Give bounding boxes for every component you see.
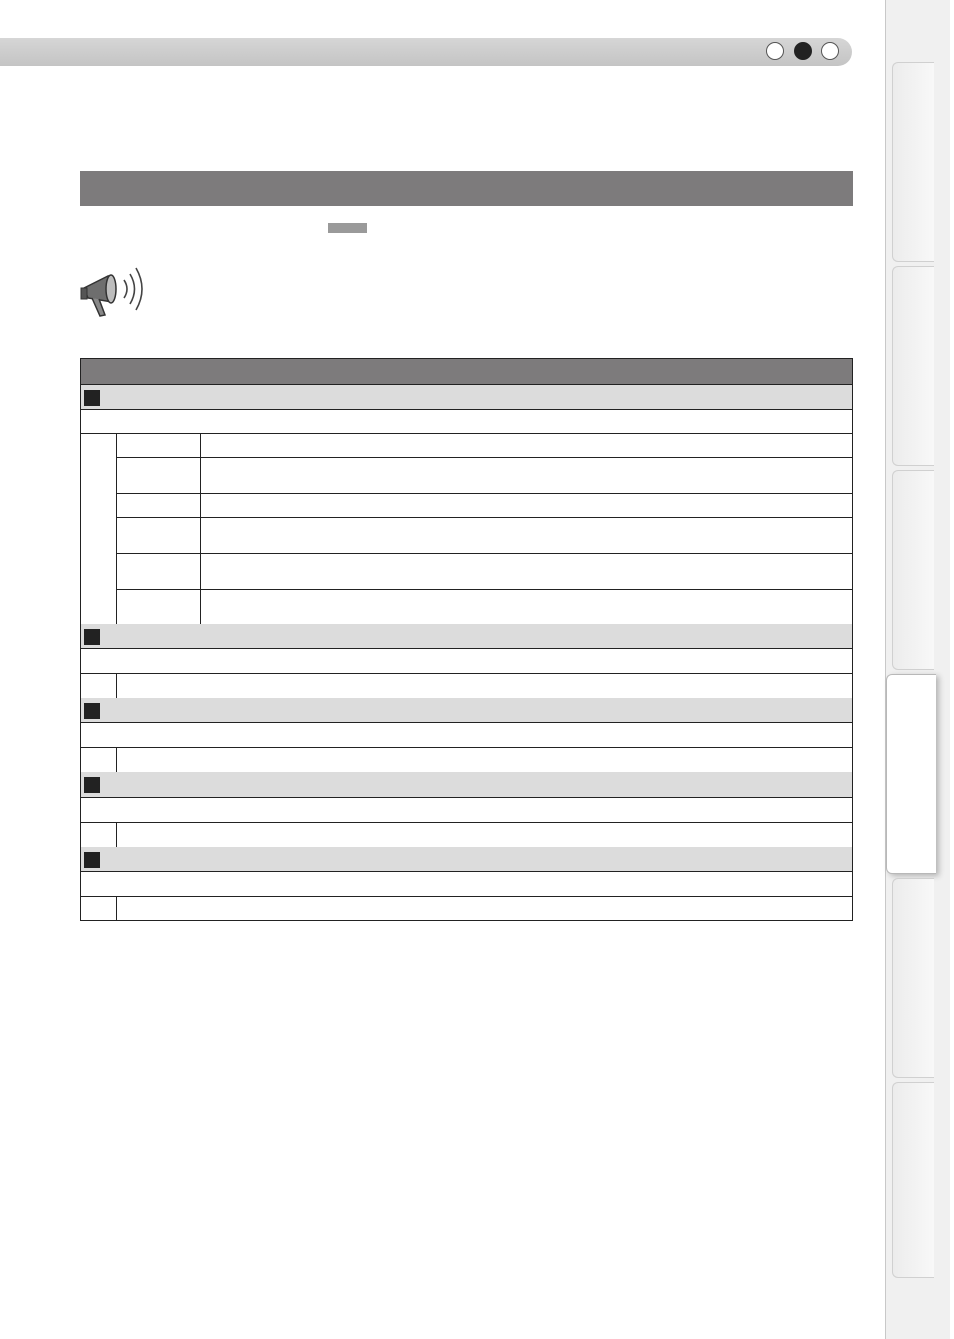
megaphone-icon	[78, 262, 148, 322]
settings-table	[80, 358, 853, 921]
section-title-bar	[80, 171, 853, 206]
table-header	[81, 359, 852, 385]
chapter-tab-6[interactable]	[892, 1082, 934, 1278]
chapter-tab-1[interactable]	[892, 62, 934, 262]
table-section-2	[81, 624, 852, 649]
section-marker	[84, 703, 100, 719]
chapter-tab-3[interactable]	[892, 470, 934, 670]
table-section-3	[81, 698, 852, 723]
chapter-tab-5[interactable]	[892, 878, 934, 1078]
chapter-sidebar	[885, 0, 950, 1339]
chapter-tab-4-active[interactable]	[886, 674, 936, 874]
section-marker	[84, 390, 100, 406]
section-marker	[84, 777, 100, 793]
table-section-4	[81, 772, 852, 798]
page-header-bar	[0, 38, 852, 66]
table-section-1	[81, 385, 852, 410]
chapter-tab-2[interactable]	[892, 266, 934, 466]
table-section-5	[81, 847, 852, 872]
section-marker	[84, 629, 100, 645]
inline-label-swatch	[328, 223, 367, 233]
section-marker	[84, 852, 100, 868]
progress-dot-1	[766, 42, 784, 60]
progress-dot-2	[794, 42, 812, 60]
progress-dot-3	[821, 42, 839, 60]
